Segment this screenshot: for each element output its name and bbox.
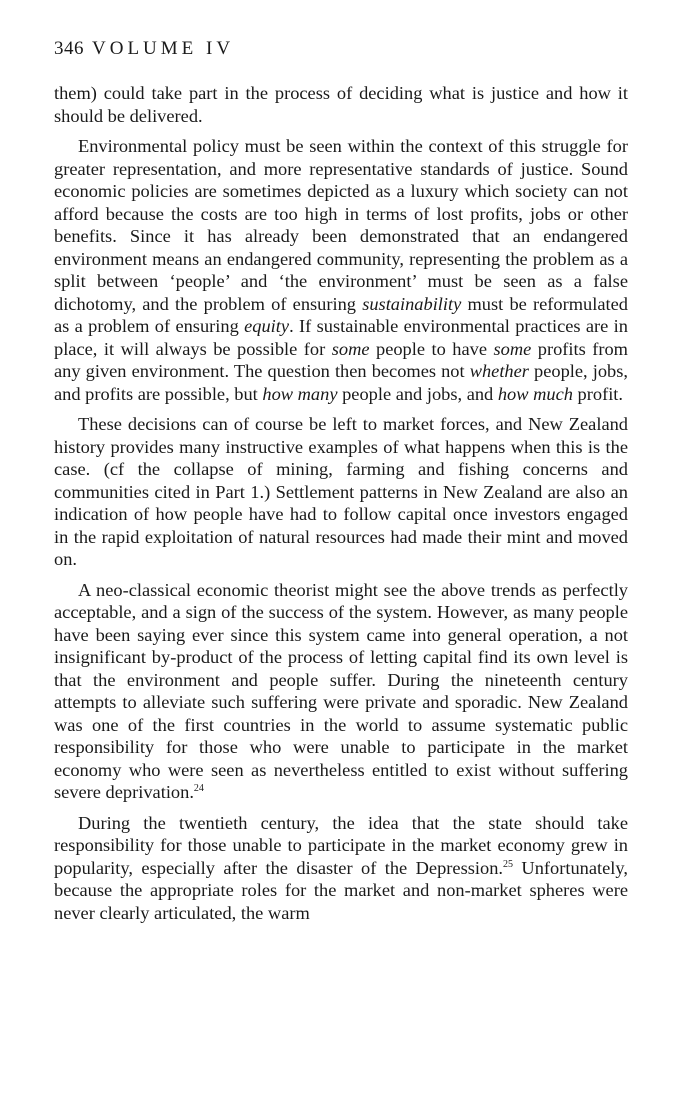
paragraph [54,579,628,804]
page-number: 346 [54,38,84,59]
paragraph [54,135,628,405]
italic-emphasis: some [331,338,370,359]
text-run: them) could take part in the process of deciding what is justice and how it should be delivered. [54,83,628,126]
text-run: These decisions can of course be left to market forces, and New Zealand history provides many instructive examples of what happens when this is the case. (cf the collapse of mining, farming and fishing concerns and communities cited in Part 1.) Settlement patterns in New Zealand are also an indication of how people have had to follow capital once investors engaged in the rapid exploitation of natural resources had made their mint and moved on. [54,414,628,569]
body-text [54,82,628,924]
text-run: people, jobs, and profits are possible, but [54,361,628,404]
text-run: Environmental policy must be seen within the context of this struggle for greater representation, and more representative standards of justice. Sound economic policies are sometimes depicted as a luxury which society can not afford because the costs are too high in terms of lost profits, jobs or other benefits. Since it has already been demonstrated that an endangered environment means an endangered community, representing the problem as a split between ‘people’ and ‘the environment’ must be seen as a false dichotomy, and the problem of ensuring [54,136,628,314]
text-run: Unfortunately, because the appropriate roles for the market and non-market spheres were never clearly articulated, the warm [54,857,628,923]
text-run: people to have [369,338,494,359]
paragraph [54,82,628,127]
text-run: profits from any given environment. The question then becomes not [54,338,628,381]
italic-emphasis: how much [497,383,573,404]
italic-emphasis: some [493,338,532,359]
footnote-ref: 25 [502,858,513,870]
paragraph [54,413,628,571]
italic-emphasis: sustainability [362,293,462,314]
book-page [54,36,628,932]
text-run: people and jobs, and [337,383,498,404]
text-run: must be reformulated as a problem of ensuring [54,293,628,336]
text-run: A neo-classical economic theorist might see the above trends as perfectly acceptable, and a sign of the success of the system. However, as many people have been saying ever since this system came into general operation, a not insignificant by-product of the process of letting capital find its own level is that the environment and people suffer. During the nineteenth century attempts to alleviate such suffering were private and sporadic. New Zealand was one of the first countries in the world to assume systematic public responsibility for those who were unable to participate in the market economy who were seen as nevertheless entitled to exist without suffering severe deprivation. [54,579,628,802]
volume-title: VOLUME IV [92,38,235,59]
footnote-ref: 24 [193,783,204,794]
text-run: . If sustainable environmental practices are in place, it will always be possible for [54,316,628,359]
italic-emphasis: equity [244,316,290,336]
italic-emphasis: whether [469,361,529,381]
text-run: During the twentieth century, the idea that the state should take responsibility for those unable to participate in the market economy grew in popularity, especially after the disaster of the Depression. [54,812,628,878]
italic-emphasis: how many [262,383,338,404]
paragraph [54,812,628,925]
text-run: profit. [572,383,624,404]
running-head [54,36,628,62]
